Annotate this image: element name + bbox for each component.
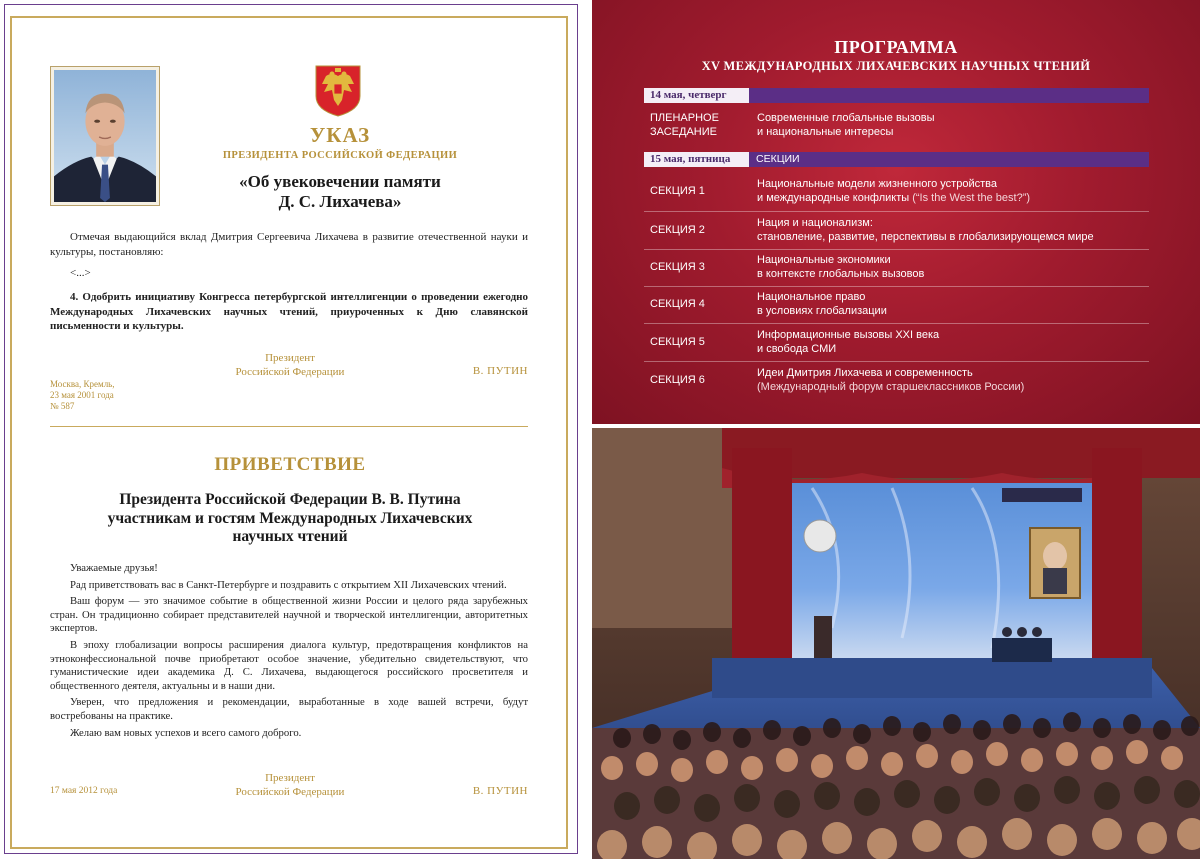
row-separator	[644, 249, 1149, 250]
section-desc-line1: Информационные вызовы XXI века	[757, 329, 940, 341]
plenary-label-line2: ЗАСЕДАНИЕ	[650, 126, 717, 138]
section-desc-line2	[757, 191, 1147, 205]
program-subtitle: XV МЕЖДУНАРОДНЫХ ЛИХАЧЕВСКИХ НАУЧНЫХ ЧТЕНИЙ	[701, 59, 1091, 73]
greeting-subtitle-line2: участникам и гостям Международных Лихачевских	[107, 509, 473, 527]
section-divider	[50, 426, 528, 427]
section-desc-line2	[757, 267, 1147, 281]
ukaz-name	[190, 172, 490, 212]
greeting-subtitle-line3: научных чтений	[232, 528, 348, 545]
section-desc-line2-main: в условиях глобализации	[757, 305, 887, 317]
greeting-subtitle	[80, 491, 500, 547]
ukaz-title: УКАЗ	[309, 123, 371, 147]
president-portrait	[50, 66, 160, 206]
section-label: СЕКЦИЯ 5	[650, 336, 705, 348]
greeting-body	[50, 562, 528, 743]
section-desc	[757, 216, 1147, 244]
greeting-subtitle-line1: Президента Российской Федерации В. В. Путина	[119, 491, 461, 508]
ukaz-number: № 587	[50, 401, 75, 411]
section-desc-line1: Национальное право	[757, 291, 866, 303]
greeting-paragraph: Уверен, что предложения и рекомендации, выработанные в ходе вашей встречи, будут востребованы на практике.	[50, 696, 528, 722]
section-label: СЕКЦИЯ 1	[650, 185, 705, 197]
greeting-title: ПРИВЕТСТВИЕ	[214, 454, 366, 475]
ukaz-sign-role	[220, 351, 360, 379]
section-desc-line2	[757, 342, 1147, 356]
row-separator	[644, 323, 1149, 324]
section-desc-line1: Нация и национализм:	[757, 217, 873, 229]
ukaz-intro: Отмечая выдающийся вклад Дмитрия Сергеевича Лихачева в развитие отечественной науки и культуры, постановляю:	[50, 231, 528, 258]
greeting-sign-role	[220, 771, 360, 799]
section-desc	[757, 328, 1147, 356]
section-desc-line2-main: в контексте глобальных вызовов	[757, 268, 925, 280]
row-separator	[644, 211, 1149, 212]
section-label: СЕКЦИЯ 3	[650, 261, 705, 273]
ukaz-sign-role-line2: Российской Федерации	[235, 366, 345, 378]
greeting-paragraph: В эпоху глобализации вопросы расширения диалога культур, предотвращения конфликтов на этноконфессиональной почве приобретают особое значение, убедительно свидетельствуют, что гуманистические идеи академика Д. С. Лихачева, выдающегося российского просветителя и общественного деятеля, актуальны и в наши дни.	[50, 638, 528, 692]
left-page	[0, 0, 590, 859]
plenary-label-line1: ПЛЕНАРНОЕ	[650, 112, 719, 124]
ukaz-subtitle: ПРЕЗИДЕНТА РОССИЙСКОЙ ФЕДЕРАЦИИ	[222, 150, 458, 161]
section-desc	[757, 177, 1147, 205]
greeting-sign-role-line2: Российской Федерации	[235, 786, 345, 798]
day-bar-2	[644, 152, 1149, 167]
day-label-1: 14 мая, четверг	[644, 88, 749, 103]
row-separator	[644, 286, 1149, 287]
day-bar-1	[644, 88, 1149, 103]
section-label: СЕКЦИЯ 2	[650, 224, 705, 236]
day-extra-2: СЕКЦИИ	[756, 153, 800, 165]
section-desc-line2-main: и международные конфликты	[757, 192, 913, 204]
section-desc	[757, 253, 1147, 281]
greeting-date: 17 мая 2012 года	[50, 786, 118, 796]
greeting-paragraph: Ваш форум — это значимое событие в общественной жизни России и целого ряда зарубежных стран. Он традиционно собирает представителей научной и творческой интеллигенции, авторитетных экспертов.	[50, 595, 528, 635]
ukaz-ellipsis: <...>	[70, 267, 91, 279]
ukaz-name-line1: «Об увековечении памяти	[239, 172, 441, 191]
ukaz-sign-name: В. ПУТИН	[472, 365, 528, 377]
ukaz-sign-role-line1: Президент	[265, 352, 315, 364]
program-title: ПРОГРАММА	[834, 37, 958, 57]
section-desc-line1: Национальные модели жизненного устройства	[757, 178, 997, 190]
greeting-paragraph: Желаю вам новых успехов и всего самого доброго.	[70, 726, 302, 739]
section-desc-line2-note: (“Is the West the best?”)	[912, 192, 1031, 204]
section-desc-line2-main: становление, развитие, перспективы в глобализирующемся мире	[757, 231, 1094, 243]
section-desc-line2	[757, 230, 1147, 244]
section-desc-line2	[757, 304, 1147, 318]
section-desc	[757, 290, 1147, 318]
ukaz-item-4: 4. Одобрить инициативу Конгресса петербургской интеллигенции о проведении ежегодно Международных Лихачевских научных чтений, приуроченных к Дню славянской письменности и культуры.	[50, 291, 528, 332]
ukaz-name-line2: Д. С. Лихачева»	[278, 192, 402, 211]
ukaz-place: Москва, Кремль,	[50, 379, 115, 389]
section-desc-line2	[757, 380, 1147, 394]
plenary-label	[650, 111, 750, 139]
section-desc-line1: Национальные экономики	[757, 254, 891, 266]
plenary-desc	[757, 111, 1147, 139]
ukaz-place-date	[50, 379, 210, 412]
section-desc-line2-main: и свобода СМИ	[757, 343, 837, 355]
row-separator	[644, 361, 1149, 362]
plenary-desc-line2: и национальные интересы	[757, 126, 894, 138]
conference-hall-photo	[592, 428, 1200, 859]
ukaz-date: 23 мая 2001 года	[50, 390, 114, 400]
plenary-desc-line1: Современные глобальные вызовы	[757, 112, 935, 124]
greeting-sign-role-line1: Президент	[265, 772, 315, 784]
greeting-sign-name: В. ПУТИН	[472, 785, 528, 797]
day-label-2: 15 мая, пятница	[644, 152, 749, 167]
russian-coat-of-arms-icon	[312, 62, 364, 118]
greeting-paragraph: Рад приветствовать вас в Санкт-Петербурге и поздравить с открытием XII Лихачевских чтений.	[70, 578, 507, 591]
section-label: СЕКЦИЯ 4	[650, 298, 705, 310]
section-label: СЕКЦИЯ 6	[650, 374, 705, 386]
greeting-paragraph: Уважаемые друзья!	[70, 562, 158, 574]
section-desc-line1: Идеи Дмитрия Лихачева и современность	[757, 367, 973, 379]
section-desc-line2-note: (Международный форум старшеклассников России)	[757, 381, 1025, 393]
program-panel	[592, 0, 1200, 424]
section-desc	[757, 366, 1147, 394]
